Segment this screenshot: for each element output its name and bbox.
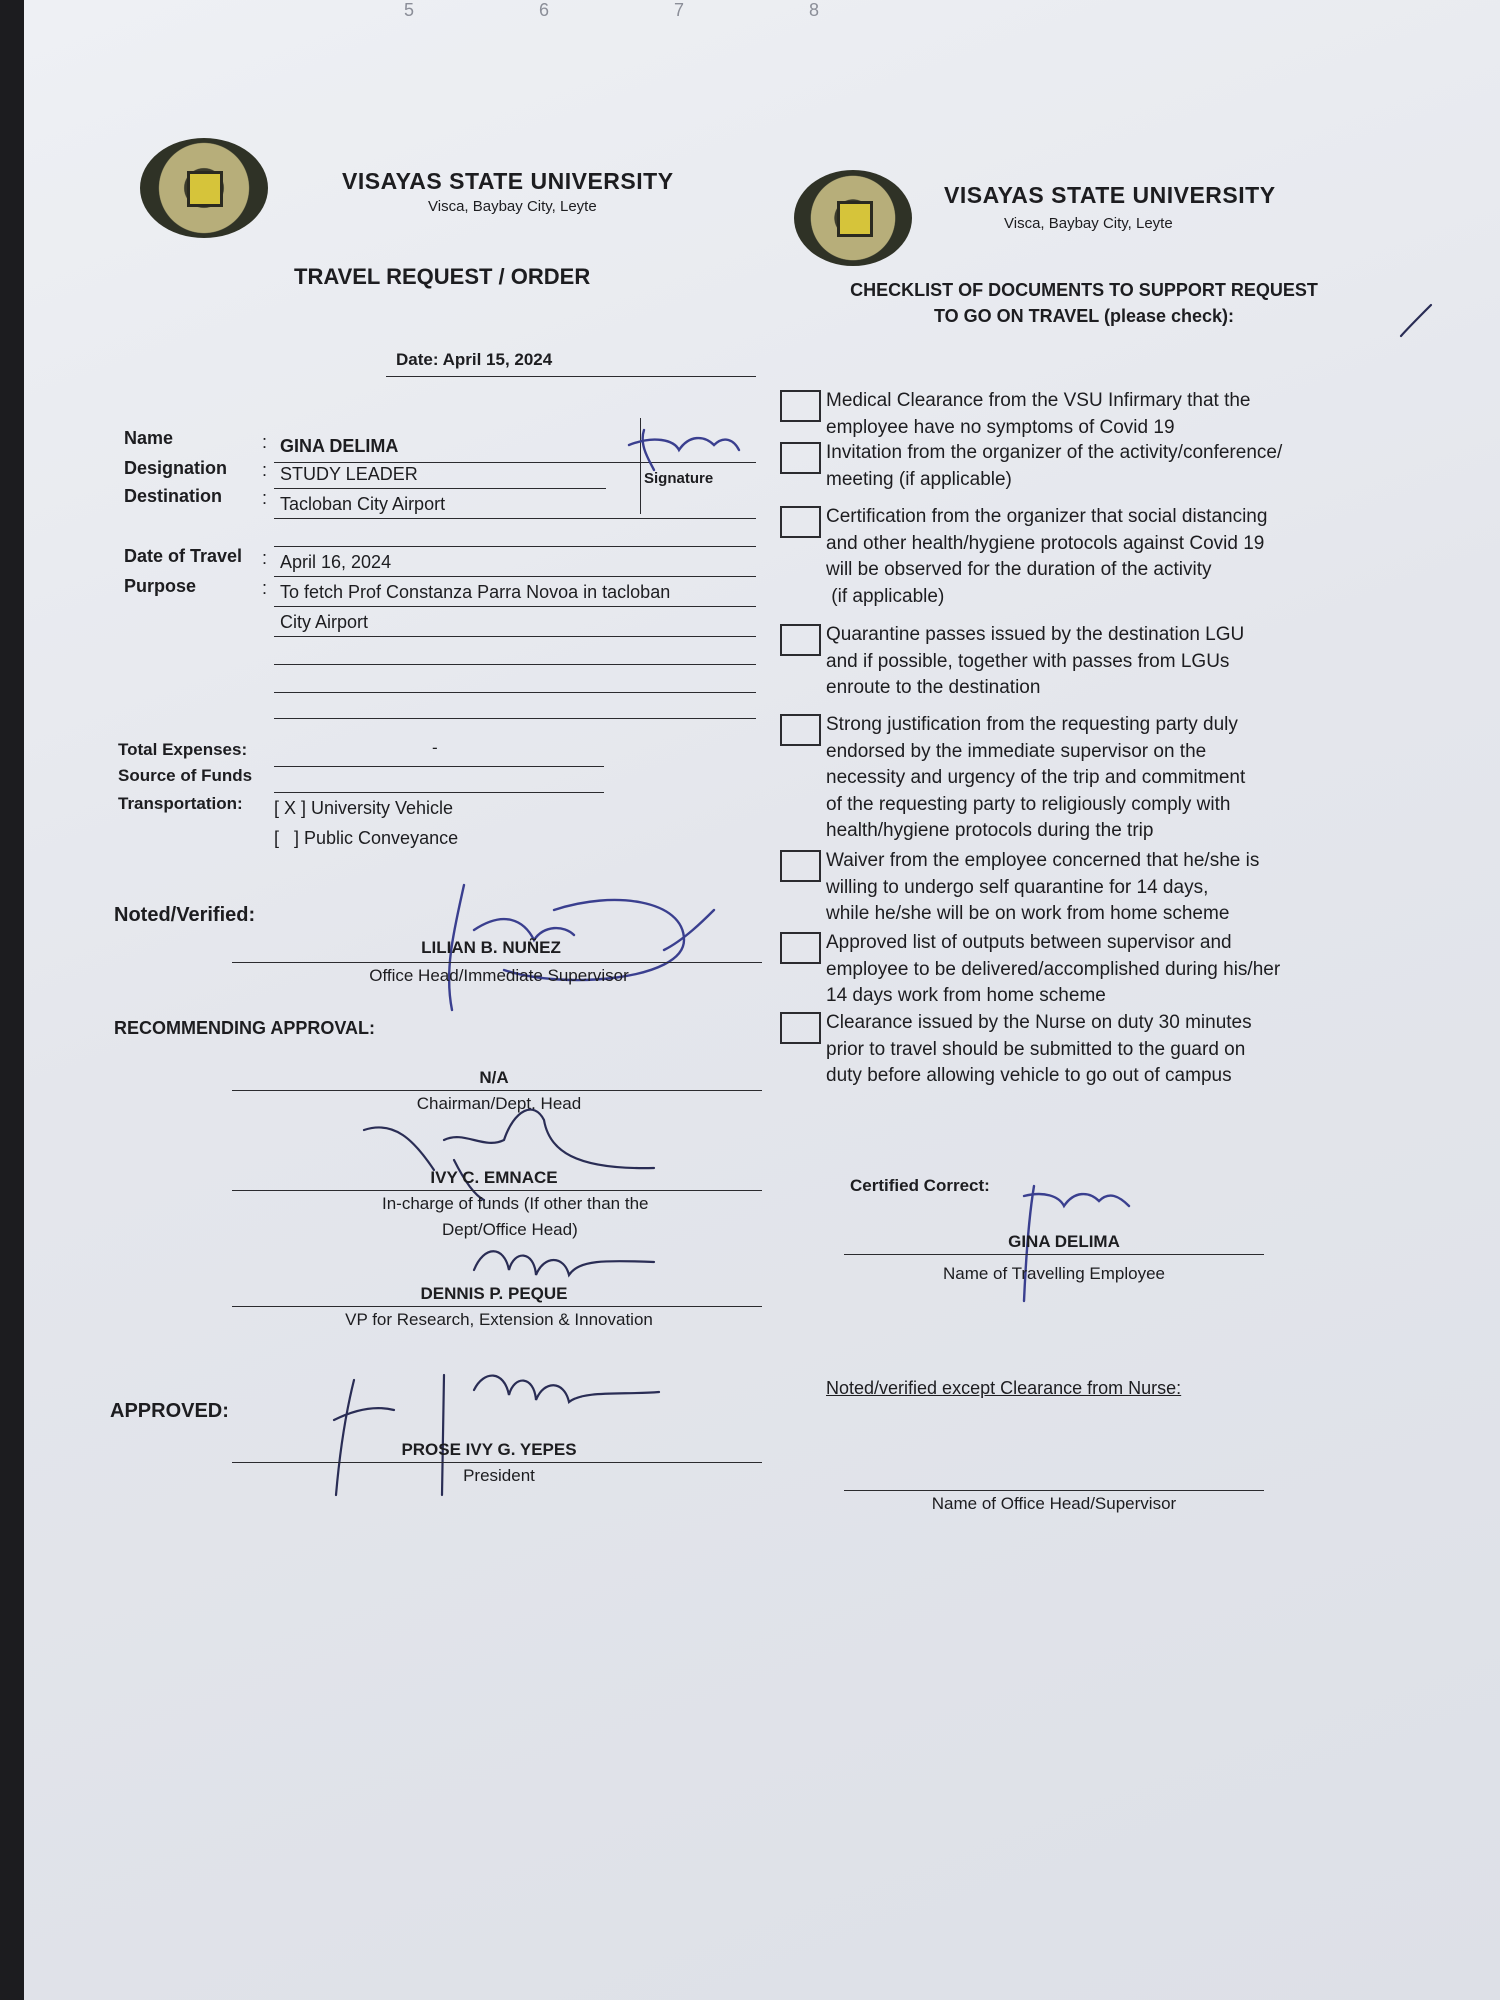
checkmark-icon: [1396, 300, 1436, 340]
checklist-item-text: while he/she will be on work from home scheme: [826, 903, 1230, 924]
checklist-item-text: Approved list of outputs between supervisor and: [826, 932, 1232, 953]
total-expenses-line: [274, 766, 604, 767]
noted-verified-label: Noted/Verified:: [114, 904, 256, 926]
total-expenses-value: -: [432, 738, 438, 757]
destination-line-2: [274, 546, 756, 547]
nurse-clearance-note: Noted/verified except Clearance from Nurse:: [826, 1378, 1182, 1398]
office-head-sign-line: [844, 1490, 1264, 1491]
checklist-item-text: Medical Clearance from the VSU Infirmary that the: [826, 390, 1251, 411]
employee-signature: [624, 420, 744, 480]
president-sign-line: [232, 1462, 762, 1463]
edge-marks: 5 6 7 8: [404, 0, 880, 20]
name-label: Name: [124, 428, 174, 448]
checklist-checkbox[interactable]: [780, 1012, 821, 1044]
checklist-item-text: prior to travel should be submitted to the guard on: [826, 1038, 1246, 1060]
checklist-item-text: necessity and urgency of the trip and commitment: [826, 767, 1246, 788]
travelling-employee-name: GINA DELIMA: [1008, 1232, 1120, 1251]
funds-incharge-title-line-1: In-charge of funds (If other than the: [382, 1194, 649, 1213]
checklist-item-text: meeting (if applicable): [826, 468, 1012, 490]
university-address-right: Visca, Baybay City, Leyte: [1004, 215, 1173, 232]
checklist-item-text: enroute to the destination: [826, 677, 1041, 698]
name-value: GINA DELIMA: [280, 436, 399, 456]
vp-name: DENNIS P. PEQUE: [420, 1284, 568, 1303]
vp-title: VP for Research, Extension & Innovation: [345, 1310, 653, 1329]
checklist-item-text: Certification from the organizer that social distancing: [826, 506, 1268, 527]
purpose-underline-5: [274, 718, 756, 719]
checklist-item-text: Quarantine passes issued by the destination LGU: [826, 624, 1245, 645]
checklist-checkbox[interactable]: [780, 714, 821, 746]
checklist-item-text: and if possible, together with passes from LGUs: [826, 650, 1230, 672]
date-underline: [386, 376, 756, 377]
date-of-travel-line: [274, 576, 756, 577]
designation-value: STUDY LEADER: [280, 464, 418, 484]
recommending-approval-label: RECOMMENDING APPROVAL:: [114, 1018, 375, 1038]
university-name-right: VISAYAS STATE UNIVERSITY: [944, 182, 1276, 208]
colon: :: [262, 488, 268, 508]
supervisor-name: LILIAN B. NUÑEZ: [421, 938, 561, 957]
checklist-item-text: Invitation from the organizer of the activity/conference/: [826, 442, 1283, 463]
colon: :: [262, 432, 268, 452]
checklist-item-text: employee have no symptoms of Covid 19: [826, 416, 1175, 438]
purpose-line-1: To fetch Prof Constanza Parra Novoa in tacloban: [280, 582, 671, 602]
vp-sign-line: [232, 1306, 762, 1307]
checklist-checkbox[interactable]: [780, 932, 821, 964]
purpose-underline-1: [274, 606, 756, 607]
funds-incharge-name: IVY C. EMNACE: [430, 1168, 558, 1187]
checklist-checkbox[interactable]: [780, 390, 821, 422]
transport-option-public-conveyance: [ ] Public Conveyance: [274, 828, 459, 848]
purpose-underline-3: [274, 664, 756, 665]
colon: :: [262, 460, 268, 480]
document-page: [24, 0, 1500, 2000]
certified-correct-label: Certified Correct:: [850, 1176, 990, 1195]
checklist-item-text: and other health/hygiene protocols against Covid 19: [826, 532, 1265, 554]
transportation-label: Transportation:: [118, 794, 243, 813]
university-address-left: Visca, Baybay City, Leyte: [428, 198, 597, 215]
checklist-item-text: 14 days work from home scheme: [826, 985, 1106, 1006]
purpose-underline-2: [274, 636, 756, 637]
designation-label: Designation: [124, 458, 228, 478]
checklist-checkbox[interactable]: [780, 624, 821, 656]
chairman-title: Chairman/Dept. Head: [416, 1094, 582, 1113]
university-seal-left: [140, 138, 268, 238]
checklist-item-text: (if applicable): [826, 585, 945, 607]
signature-label: Signature: [644, 470, 714, 487]
checklist-title-line-1: CHECKLIST OF DOCUMENTS TO SUPPORT REQUEST: [850, 280, 1318, 300]
transport-option-university-vehicle: [ X ] University Vehicle: [274, 798, 454, 818]
checklist-item-text: health/hygiene protocols during the trip: [826, 820, 1154, 841]
chairman-sign-line: [232, 1090, 762, 1091]
checklist-item-text: Clearance issued by the Nurse on duty 30 minutes: [826, 1012, 1252, 1033]
checklist-item-text: duty before allowing vehicle to go out of campus: [826, 1065, 1232, 1086]
approved-label: APPROVED:: [110, 1400, 229, 1422]
destination-line: [274, 518, 756, 519]
checklist-checkbox[interactable]: [780, 442, 821, 474]
university-seal-right: [794, 170, 912, 266]
total-expenses-label: Total Expenses:: [118, 740, 248, 759]
request-date: Date: April 15, 2024: [396, 350, 553, 369]
checklist-checkbox[interactable]: [780, 506, 821, 538]
checklist-item-text: Waiver from the employee concerned that he/she is: [826, 850, 1260, 871]
source-of-funds-label: Source of Funds: [118, 766, 253, 785]
colon: :: [262, 548, 268, 568]
purpose-label: Purpose: [124, 576, 197, 596]
checklist-item-text: employee to be delivered/accomplished during his/her: [826, 958, 1281, 980]
chairman-name: N/A: [479, 1068, 509, 1087]
supervisor-title: Office Head/Immediate Supervisor: [369, 966, 629, 985]
seal-emblem-icon: [187, 171, 223, 207]
seal-emblem-icon: [837, 201, 873, 237]
destination-label: Destination: [124, 486, 223, 506]
date-of-travel-label: Date of Travel: [124, 546, 243, 566]
office-head-title: Name of Office Head/Supervisor: [931, 1494, 1177, 1513]
purpose-line-2: City Airport: [280, 612, 369, 632]
checklist-checkbox[interactable]: [780, 850, 821, 882]
destination-value: Tacloban City Airport: [280, 494, 446, 514]
form-title: TRAVEL REQUEST / ORDER: [294, 264, 591, 289]
checklist-item-text: Strong justification from the requesting party duly: [826, 714, 1238, 735]
university-name-left: VISAYAS STATE UNIVERSITY: [342, 168, 674, 194]
checklist-title-line-2: TO GO ON TRAVEL (please check):: [933, 306, 1235, 326]
funds-incharge-title-line-2: Dept/Office Head): [442, 1220, 578, 1239]
purpose-underline-4: [274, 692, 756, 693]
colon: :: [262, 578, 268, 598]
checklist-item-text: endorsed by the immediate supervisor on the: [826, 740, 1207, 762]
date-of-travel-value: April 16, 2024: [280, 552, 392, 572]
president-title: President: [463, 1466, 535, 1485]
checklist-item-text: willing to undergo self quarantine for 14 days,: [826, 876, 1209, 898]
president-name: PROSE IVY G. YEPES: [401, 1440, 577, 1459]
travelling-employee-title: Name of Travelling Employee: [942, 1264, 1166, 1283]
supervisor-sign-line: [232, 962, 762, 963]
source-of-funds-line: [274, 792, 604, 793]
travelling-employee-sign-line: [844, 1254, 1264, 1255]
checklist-item-text: will be observed for the duration of the activity: [826, 559, 1212, 580]
checklist-item-text: of the requesting party to religiously comply with: [826, 793, 1231, 815]
designation-line: [274, 488, 606, 489]
funds-incharge-sign-line: [232, 1190, 762, 1191]
